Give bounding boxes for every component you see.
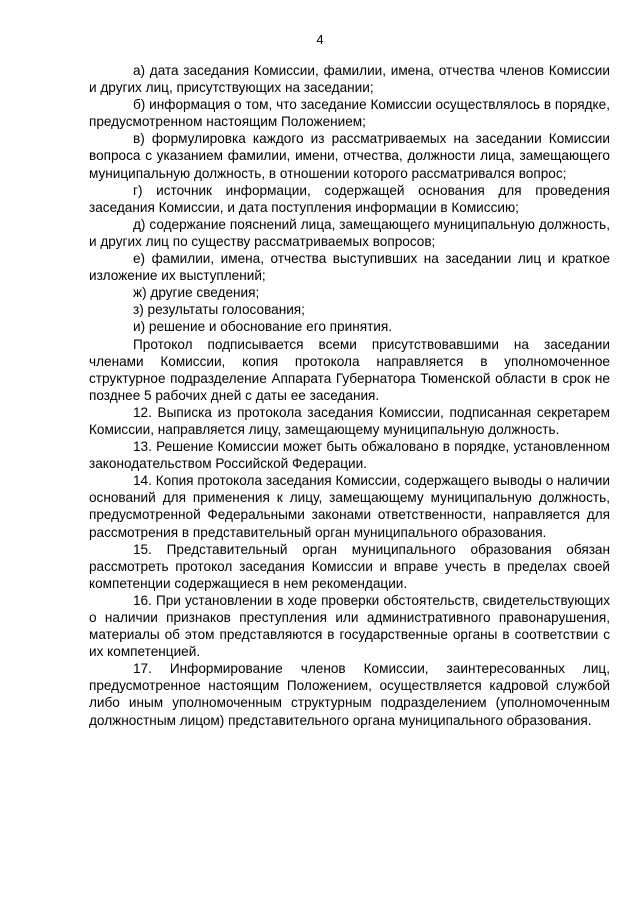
paragraph-clause-17: 17. Информирование членов Комиссии, заинтересованных лиц, предусмотренное настоящим Положением, осуществляется кадровой службой либо иным уполномоченным структурным подразделением (уполномоченным должностным лицом) представительного органа муниципального образования. [89,661,610,728]
paragraph-clause-14: 14. Копия протокола заседания Комиссии, содержащего выводы о наличии оснований для применения к лицу, замещающему муниципальную должность, предусмотренной Федеральными законами ответственности, направляется для рассмотрения в представительный орган муниципального образования. [89,473,610,540]
paragraph-item-e: е) фамилии, имена, отчества выступивших на заседании лиц и краткое изложение их выступлений; [89,251,610,284]
paragraph-item-a: а) дата заседания Комиссии, фамилии, имена, отчества членов Комиссии и других лиц, присутствующих на заседании; [89,63,610,96]
paragraph-protocol-signing: Протокол подписывается всеми присутствовавшими на заседании членами Комиссии, копия протокола направляется в уполномоченное структурное подразделение Аппарата Губернатора Тюменской области в срок не позднее 5 рабочих дней с даты ее заседания. [89,336,610,403]
paragraph-item-v: в) формулировка каждого из рассматриваемых на заседании Комиссии вопроса с указанием фамилии, имени, отчества, должности лица, замещающего муниципальную должность, в отношении которого рассматривался вопрос; [89,131,610,181]
paragraph-item-i: и) решение и обоснование его принятия. [133,319,393,335]
paragraph-item-b: б) информация о том, что заседание Комиссии осуществлялось в порядке, предусмотренном настоящим Положением; [89,97,610,130]
paragraph-clause-12: 12. Выписка из протокола заседания Комиссии, подписанная секретарем Комиссии, направляется лицу, замещающему муниципальную должность. [89,404,610,437]
paragraph-item-z: з) результаты голосования; [133,302,305,318]
paragraph-item-zh: ж) другие сведения; [133,285,260,301]
document-body [89,62,610,729]
paragraph-clause-15: 15. Представительный орган муниципального образования обязан рассмотреть протокол заседания Комиссии и вправе учесть в пределах своей компетенции содержащиеся в нем рекомендации. [89,541,610,591]
paragraph-clause-13: 13. Решение Комиссии может быть обжаловано в порядке, установленном законодательством Российской Федерации. [89,439,610,472]
page-number: 4 [316,32,324,47]
paragraph-clause-16: 16. При установлении в ходе проверки обстоятельств, свидетельствующих о наличии признаков преступления или административного правонарушения, материалы об этом представляются в государственные органы в соответствии с их компетенцией. [89,592,610,660]
paragraph-item-d: д) содержание пояснений лица, замещающего муниципальную должность, и других лиц по существу рассматриваемых вопросов; [89,216,610,249]
paragraph-item-g: г) источник информации, содержащей основания для проведения заседания Комиссии, и дата поступления информации в Комиссию; [89,182,610,215]
